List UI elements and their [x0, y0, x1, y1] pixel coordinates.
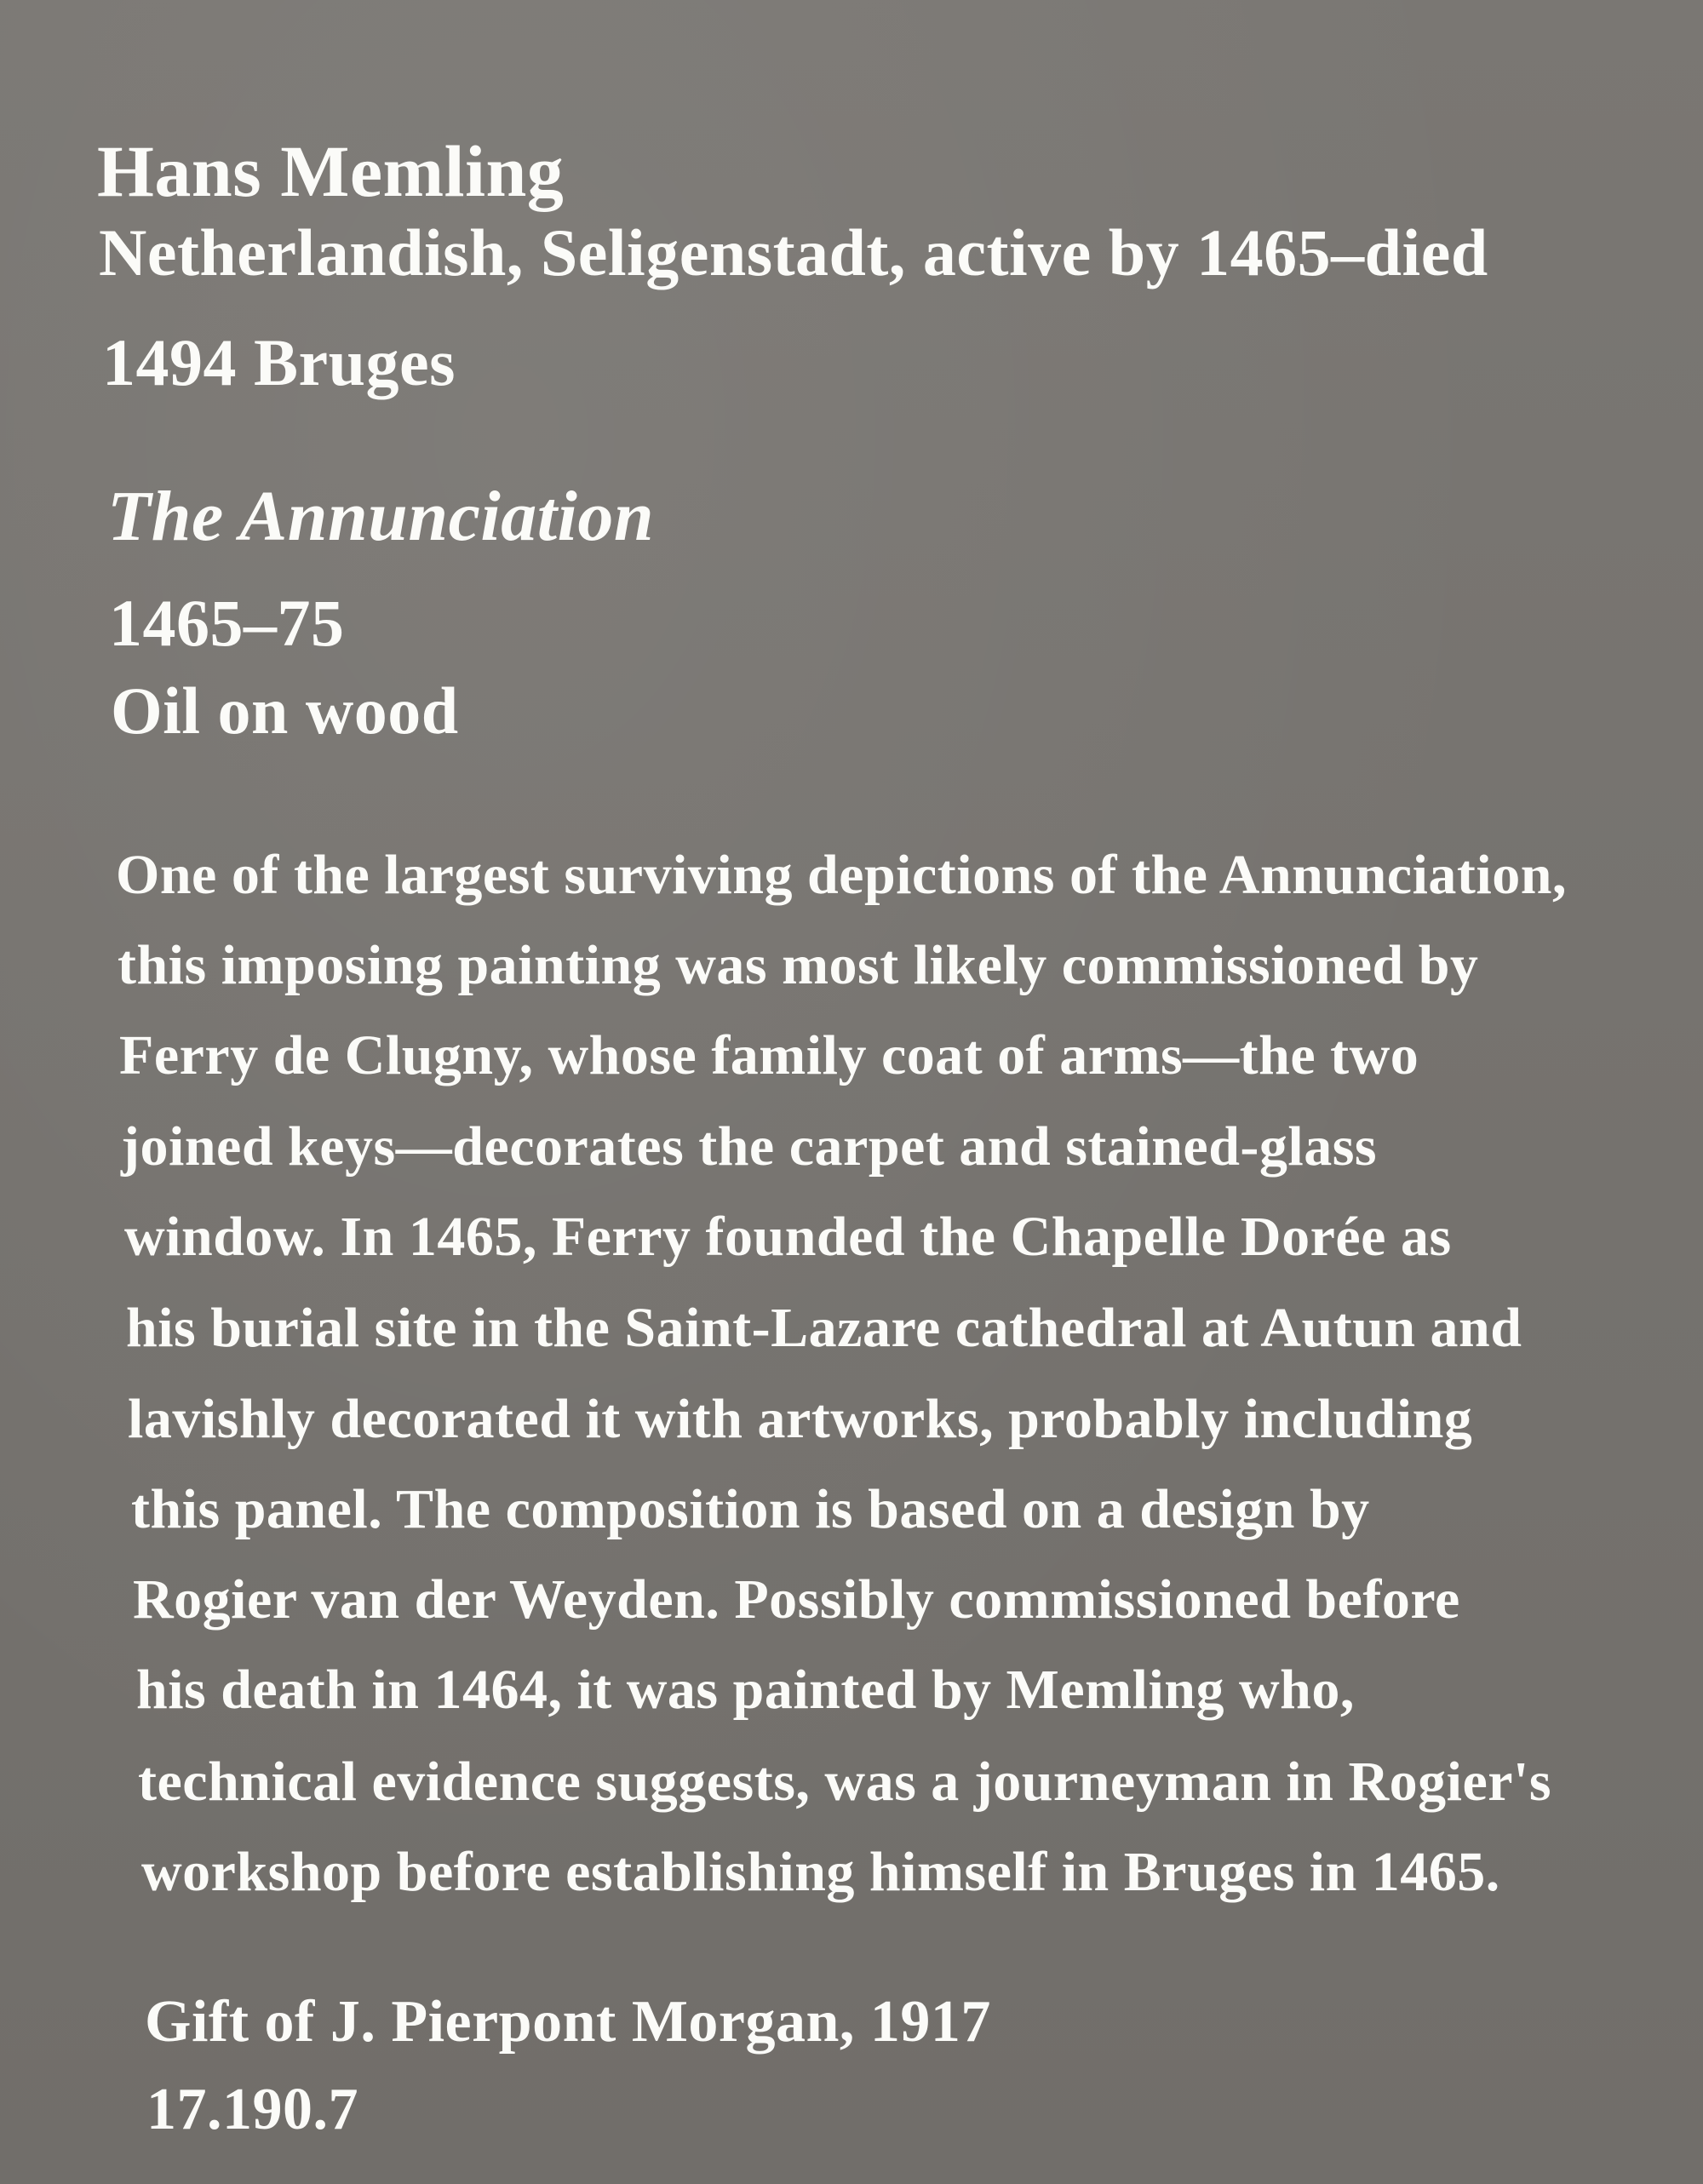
artist-name: Hans Memling	[97, 130, 565, 212]
description-line: Rogier van der Weyden. Possibly commissioned before	[133, 1568, 1460, 1631]
description-line: Ferry de Clugny, whose family coat of arms—the two	[119, 1024, 1419, 1086]
artist-bio-line: 1494 Bruges	[102, 325, 456, 399]
artwork-date: 1465–75	[109, 586, 345, 660]
credit-line: Gift of J. Pierpont Morgan, 1917	[145, 1989, 991, 2055]
accession-number: 17.190.7	[146, 2077, 358, 2142]
description-line: his death in 1464, it was painted by Memling who,	[136, 1659, 1355, 1721]
description-line: this panel. The composition is based on a design by	[131, 1478, 1370, 1540]
description-line: joined keys—decorates the carpet and stained-glass	[121, 1115, 1378, 1178]
artwork-medium: Oil on wood	[111, 674, 459, 748]
description-line: technical evidence suggests, was a journeyman in Rogier's	[138, 1751, 1552, 1813]
description-line: lavishly decorated it with artworks, probably including	[128, 1388, 1473, 1450]
description-line: this imposing painting was most likely commissioned by	[118, 934, 1479, 996]
artist-bio-line: Netherlandish, Seligenstadt, active by 1465–died	[99, 215, 1488, 289]
description-line: window. In 1465, Ferry founded the Chapelle Dorée as	[124, 1206, 1452, 1268]
description-line: workshop before establishing himself in Bruges in 1465.	[141, 1841, 1500, 1903]
description-line: One of the largest surviving depictions of the Annunciation,	[116, 844, 1567, 906]
artwork-title: The Annunciation	[107, 477, 655, 556]
description-line: his burial site in the Saint-Lazare cathedral at Autun and	[126, 1297, 1522, 1359]
